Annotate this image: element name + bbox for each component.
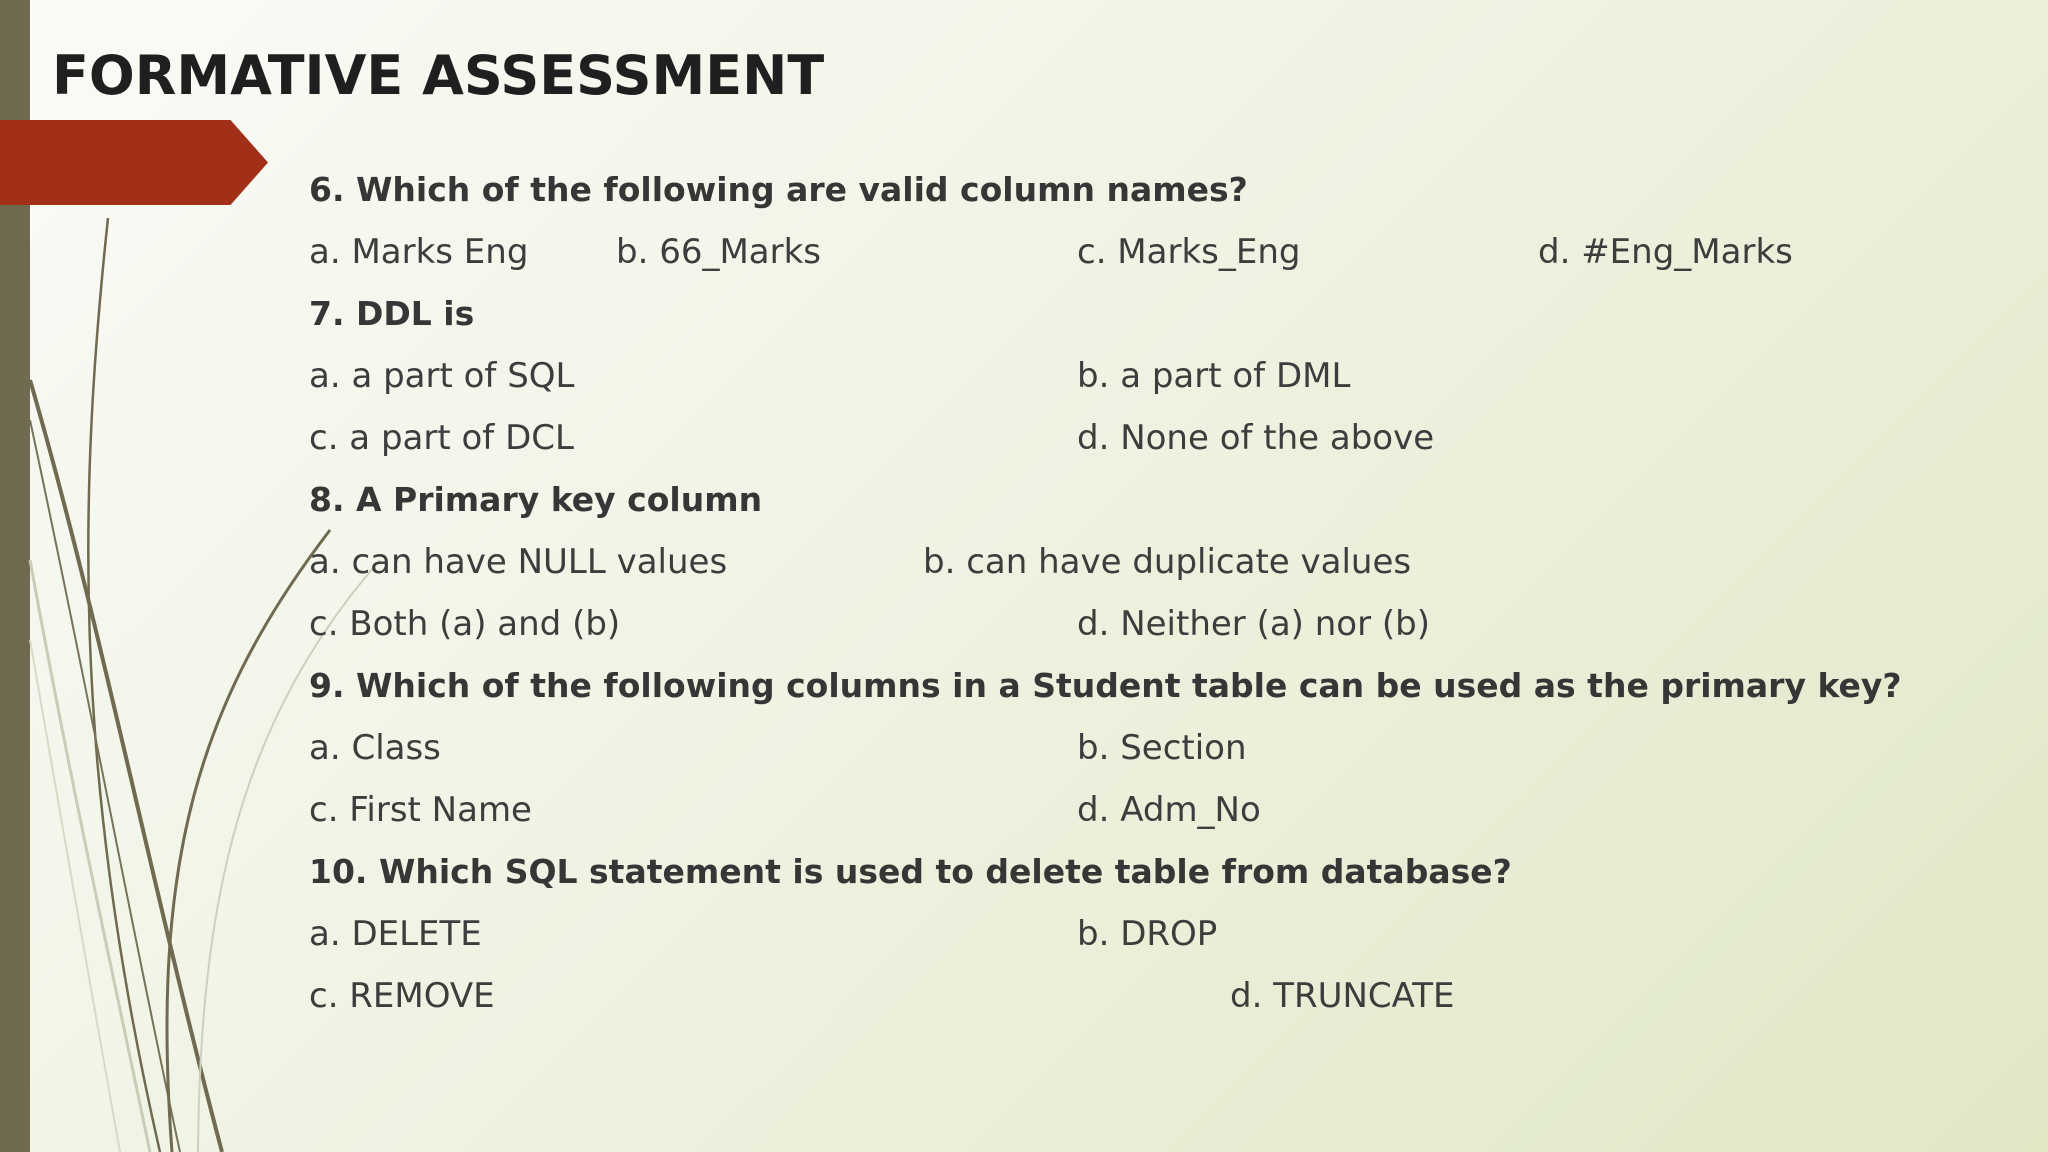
q7-option-c: c. a part of DCL [309,418,574,458]
q6-option-b: b. 66_Marks [616,232,822,272]
q9-option-c: c. First Name [309,790,532,830]
question-6: 6. Which of the following are valid column names? [309,170,1248,209]
q10-option-b: b. DROP [1077,914,1218,954]
q10-option-d: d. TRUNCATE [1230,976,1455,1016]
slide-title: FORMATIVE ASSESSMENT [52,44,825,107]
q7-option-b: b. a part of DML [1077,356,1351,396]
q8-option-a: a. can have NULL values [309,542,728,582]
q9-option-a: a. Class [309,728,441,768]
q6-option-c: c. Marks_Eng [1077,232,1301,272]
question-9: 9. Which of the following columns in a Student table can be used as the primary key? [309,666,1902,705]
q7-option-a: a. a part of SQL [309,356,575,396]
title-arrow-banner [0,120,268,205]
q8-option-c: c. Both (a) and (b) [309,604,621,644]
q10-option-c: c. REMOVE [309,976,495,1016]
q10-option-a: a. DELETE [309,914,482,954]
q6-option-d: d. #Eng_Marks [1538,232,1793,272]
question-7: 7. DDL is [309,294,475,333]
question-10: 10. Which SQL statement is used to delete table from database? [309,852,1512,891]
q6-option-a: a. Marks Eng [309,232,529,272]
q9-option-d: d. Adm_No [1077,790,1261,830]
q7-option-d: d. None of the above [1077,418,1435,458]
q8-option-d: d. Neither (a) nor (b) [1077,604,1430,644]
question-8: 8. A Primary key column [309,480,763,519]
q8-option-b: b. can have duplicate values [923,542,1412,582]
q9-option-b: b. Section [1077,728,1247,768]
